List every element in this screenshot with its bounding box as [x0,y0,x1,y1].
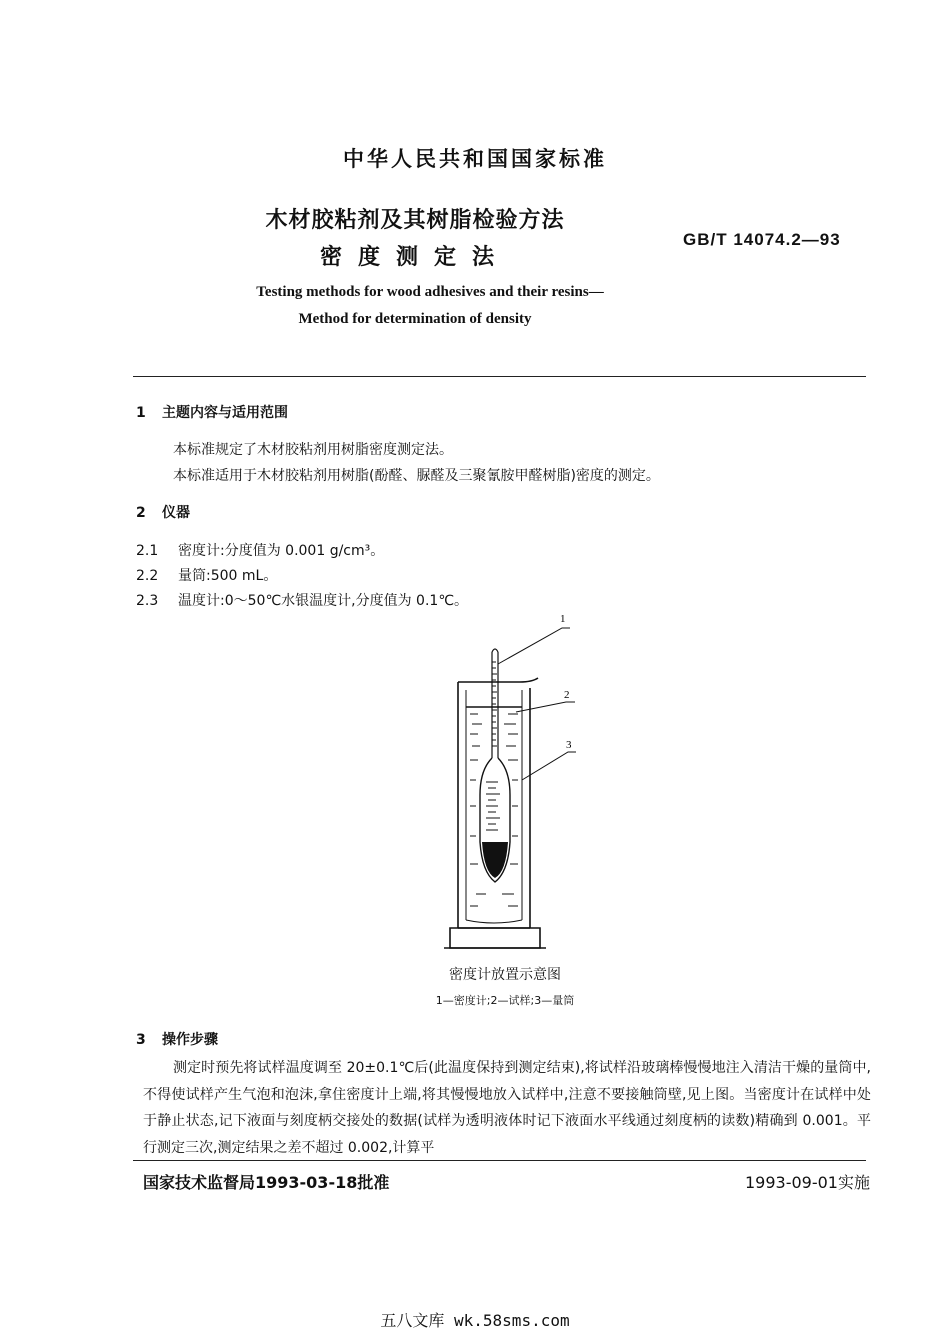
cylinder-inner-bottom [466,920,522,923]
instrument-item-text: 量筒:500 mL。 [178,568,278,584]
hydrometer-top [492,649,498,652]
figure-legend: 1—密度计;2—试样;3—量筒 [435,994,575,1007]
footer-divider [133,1160,866,1161]
hydrometer-diagram [420,610,600,960]
national-standard-heading: 中华人民共和国国家标准 [343,147,607,171]
document-title-line2: 密度测定法 [319,245,510,270]
section-3-title: 操作步骤 [162,1032,218,1048]
document-title-line1: 木材胶粘剂及其树脂检验方法 [265,208,565,233]
section-1-number: 1 [136,405,146,421]
callout-label-2: 2 [564,689,570,701]
instrument-item-text: 密度计:分度值为 0.001 g/cm³。 [178,543,385,559]
section-1-heading [136,402,288,422]
instrument-item-number: 2.2 [136,568,159,584]
section-3-heading [136,1029,218,1049]
english-title-line2: Method for determination of density [298,311,532,327]
section-3-paragraph: 测定时预先将试样温度调至 20±0.1℃后(此温度保持到测定结束),将试样沿玻璃棒慢慢地注入清洁干燥的量筒中,不得使试样产生气泡和泡沫,拿住密度计上端,将其慢慢地放入试样中,注意不要接触筒壁,见上图。当密度计在试样中处于静止状态,记下液面与刻度柄交接处的数据(试样为透明液体时记下液面水平线通过刻度柄的读数)精确到 0.001。平行测定三次,测定结果之差不超过 0.002,计算平 [143,1060,871,1156]
callout-label-1: 1 [560,613,566,625]
english-title-line1: Testing methods for wood adhesives and their resins— [256,284,604,300]
figure-caption: 密度计放置示意图 [449,967,561,983]
instrument-item [136,540,384,560]
instrument-item-number: 2.3 [136,593,159,609]
body-graduations [486,782,500,830]
section-1-paragraph-2: 本标准适用于木材胶粘剂用树脂(酚醛、脲醛及三聚氰胺甲醛树脂)密度的测定。 [173,468,660,484]
callout-leader-1 [498,628,570,664]
stem-graduations [492,662,497,746]
instrument-item-number: 2.1 [136,543,159,559]
hydrometer-ballast [482,842,508,878]
section-2-title: 仪器 [162,505,190,521]
instrument-item [136,565,277,585]
instrument-item-text: 温度计:0～50℃水银温度计,分度值为 0.1℃。 [178,593,469,609]
approval-statement: 国家技术监督局1993-03-18批准 [143,1173,390,1192]
section-2-heading [136,502,190,522]
implementation-date: 1993-09-01实施 [745,1173,870,1192]
section-2-number: 2 [136,505,146,521]
section-1-title: 主题内容与适用范围 [162,405,288,421]
standard-number: GB/T 14074.2—93 [683,230,841,249]
callout-leader-2 [516,702,575,712]
cylinder-base [450,928,540,948]
section-1-paragraph-1: 本标准规定了木材胶粘剂用树脂密度测定法。 [173,442,453,458]
header-divider [133,376,866,377]
instrument-item [136,590,468,610]
callout-label-3: 3 [566,739,572,751]
section-3-number: 3 [136,1032,146,1048]
watermark: 五八文库 wk.58sms.com [380,1311,570,1330]
